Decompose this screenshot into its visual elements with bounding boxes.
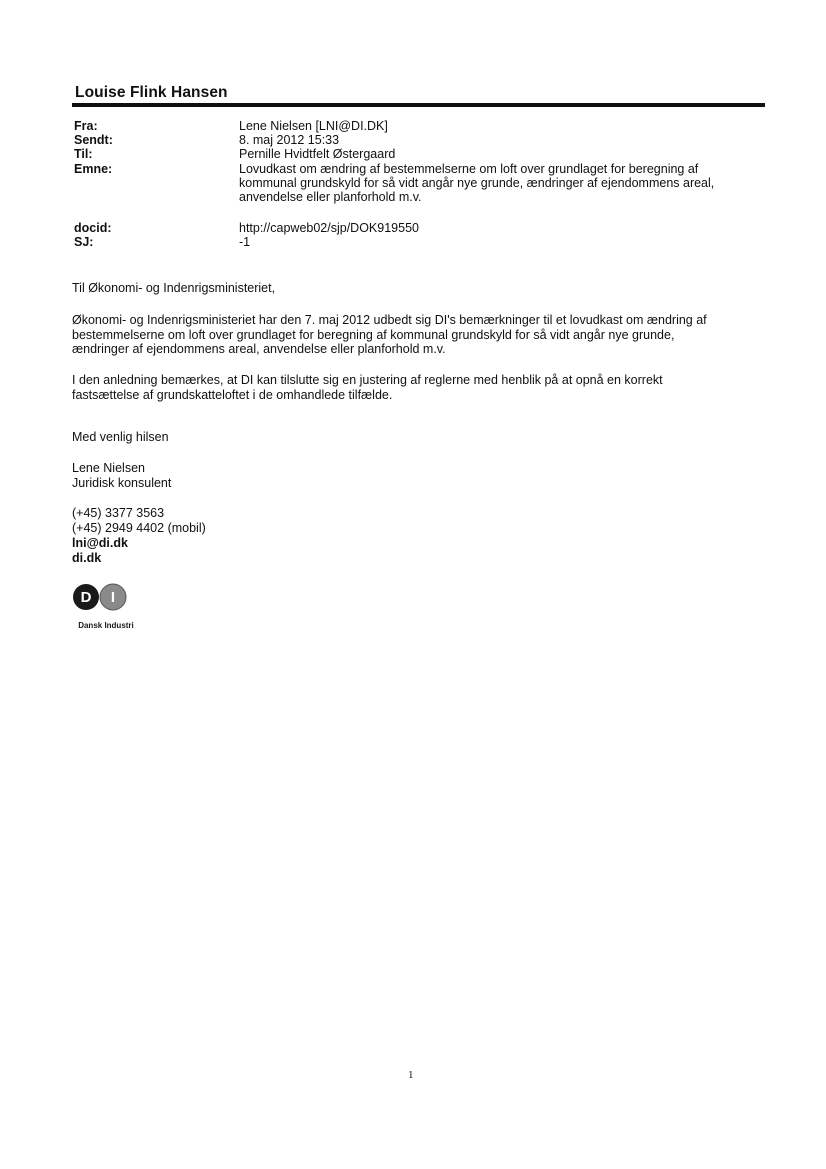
meta-label-sj: SJ: [74,235,94,249]
header-value-sent: 8. maj 2012 15:33 [239,133,340,147]
logo-caption: Dansk Industri [78,621,134,630]
meta-value-docid: http://capweb02/sjp/DOK919550 [239,221,419,235]
header-value-from: Lene Nielsen [LNI@DI.DK] [239,119,388,133]
page-number: 1 [408,1069,414,1081]
email-closing: Med venlig hilsen [72,430,169,444]
signature-phone: (+45) 3377 3563 [72,506,165,520]
signature-mobile: (+45) 2949 4402 (mobil) [72,521,206,535]
header-divider [72,103,765,107]
header-label-from: Fra: [74,119,98,133]
logo-letter-i: I [110,589,116,606]
sender-name-heading: Louise Flink Hansen [75,84,228,101]
logo-letter-d: D [80,589,92,606]
header-value-subject: Lovudkast om ændring af bestemmelserne om loft over grundlaget for beregning af kommunal grundskyld for så vidt angår nye grunde, ændringer af ejendommens areal, anvendelse eller planforhold m.v. [239,162,715,204]
signature-email: lni@di.dk [72,536,128,550]
signature-title: Juridisk konsulent [72,476,172,490]
header-label-to: Til: [74,147,93,161]
dansk-industri-logo [71,583,141,633]
header-label-subject: Emne: [74,162,113,176]
signature-name: Lene Nielsen [72,461,145,475]
email-paragraph-1: Økonomi- og Indenrigsministeriet har den 7. maj 2012 udbedt sig DI's bemærkninger til et lovudkast om ændring af bestemmelserne om loft over grundlaget for beregning af kommunal grundskyld for så vidt angår nye grunde, ændringer af ejendommens areal, anvendelse eller planforhold m.v. [72,313,707,356]
meta-value-sj: -1 [239,235,251,249]
di-logo-graphic [71,583,141,633]
email-paragraph-2: I den anledning bemærkes, at DI kan tilslutte sig en justering af reglerne med henblik på at opnå en korrekt fastsættelse af grundskatteloftet i de omhandlede tilfælde. [72,373,663,402]
signature-website: di.dk [72,551,102,565]
email-greeting: Til Økonomi- og Indenrigsministeriet, [72,281,276,295]
header-value-to: Pernille Hvidtfelt Østergaard [239,147,396,161]
meta-label-docid: docid: [74,221,112,235]
header-label-sent: Sendt: [74,133,113,147]
